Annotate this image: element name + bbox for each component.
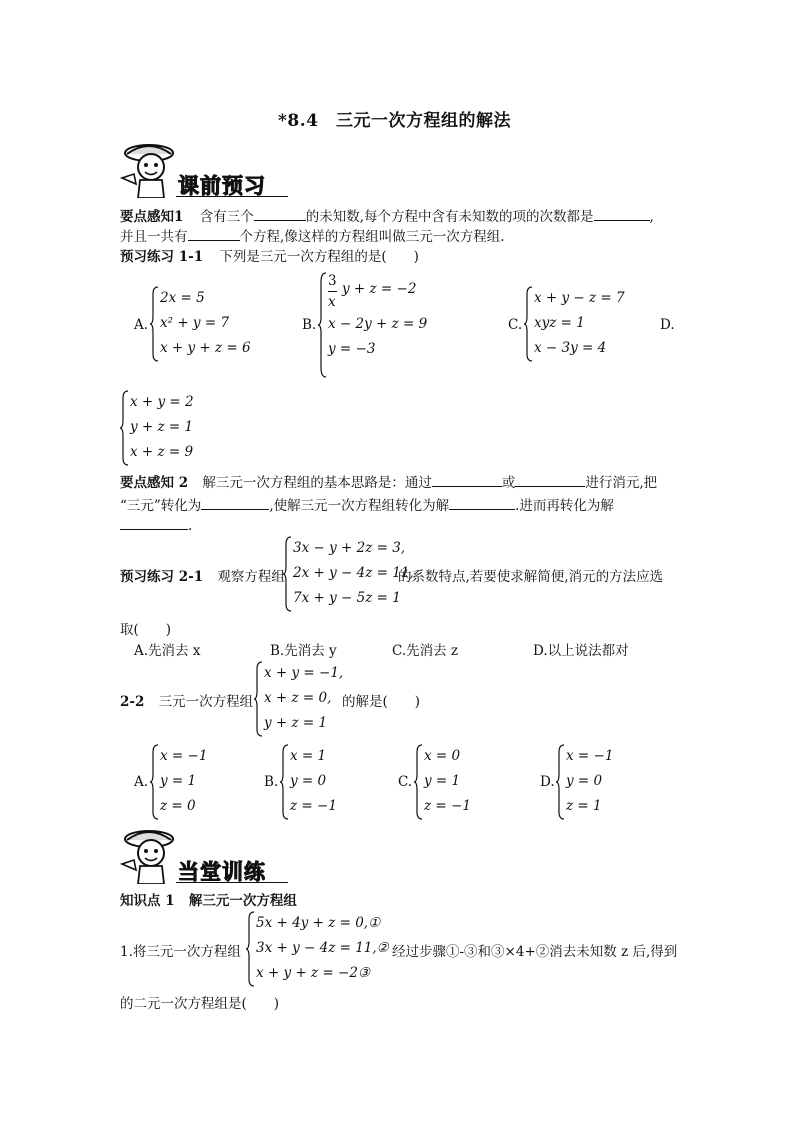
kd1-line [120,889,297,909]
equation-row: 7x + y − 5z = 1 [293,590,401,606]
equation-row: z = −1 [424,798,471,814]
blank [188,228,240,241]
equation-row: 2x = 5 [160,290,205,306]
ex11-option-a-letter: A. [134,317,149,333]
blank [432,474,502,487]
left-brace-icon [318,272,328,378]
ex21-post: 的系数特点,若要使求解简便,消元的方法应选 [398,569,664,585]
q1-system [246,911,389,987]
equation-row: y = 1 [160,773,197,789]
q1-cont: 的二元一次方程组是( ) [120,996,280,1012]
kp2-text-c: 进行消元,把 [585,475,658,491]
equation-row: y = 1 [424,773,461,789]
left-brace-icon [414,744,424,820]
equation-row: 5x + 4y + z = 0,① [256,915,381,931]
ex22-pre: 三元一次方程组 [158,694,254,710]
equation-row: y + z = 1 [264,715,328,731]
ex22-post: 的解是( ) [342,694,421,710]
equation-row: y + z = −2 [342,281,417,297]
ex11-line [120,245,419,265]
ex21-label-line [120,565,285,585]
ex11-label: 预习练习 1-1 [120,249,204,265]
equation-row: x² + y = 7 [160,315,230,331]
ex21-label: 预习练习 2-1 [120,569,204,585]
blank [594,208,650,221]
banner-preview [118,140,290,198]
kp1-line2 [120,225,505,245]
blank [515,474,585,487]
kp2-text-b: 或 [501,475,516,491]
fraction-bar [328,291,337,292]
blank [201,497,269,510]
equation-row: z = 0 [160,798,196,814]
q1-post: 经过步骤①-③和③×4+②消去未知数 z 后,得到 [392,944,678,960]
equation-row: x + z = 0, [264,690,332,706]
ex11-option-c-letter: C. [508,317,523,333]
equation-row: x = −1 [566,748,614,764]
banner-underline [176,882,288,883]
ex11-text: 下列是三元一次方程组的是( ) [219,249,419,265]
kp2-line1 [120,471,657,491]
equation-row: z = 1 [566,798,602,814]
blank [120,517,188,530]
equation-row: x + y = −1, [264,665,344,681]
equation-row: x − 3y = 4 [534,340,607,356]
banner-preview-label: 课前预习 [178,174,266,198]
kp1-line1 [120,205,654,225]
left-brace-icon [120,390,130,466]
blank [449,497,515,510]
equation-row: x + y + z = −2③ [256,965,371,981]
ex22-option-d-system [556,744,626,820]
left-brace-icon [524,286,534,362]
ex21-option-b: B.先消去 y [270,643,337,659]
equation-row: 3x + y − 4z = 11,② [256,940,389,956]
equation-row: 3x − y + 2z = 3, [293,540,406,556]
equation-row: y = 0 [290,773,327,789]
kd1-text: 解三元一次方程组 [188,893,297,909]
ex22-option-b-system [280,744,350,820]
ex21-option-d: D.以上说法都对 [533,643,629,659]
equation-row: x + y + z = 6 [160,340,251,356]
cartoon-boy-icon [118,826,180,884]
page-title: *8.4 三元一次方程组的解法 [278,111,511,131]
ex11-option-b-system [318,272,438,378]
equation-row: x = −1 [160,748,208,764]
kp2-text-d: “三元”转化为 [120,498,202,514]
equation-row: y + z = 1 [130,419,194,435]
ex22-option-c-letter: C. [398,774,413,790]
equation-row: x + z = 9 [130,444,194,460]
kp2-label: 要点感知 2 [120,475,189,491]
equation-row: z = −1 [290,798,337,814]
kp1-label: 要点感知1 [120,209,184,225]
ex22-option-a-letter: A. [134,774,149,790]
left-brace-icon [150,744,160,820]
kd1-label: 知识点 1 [120,893,175,909]
ex21-cont: 取( ) [120,622,172,638]
ex22-system [254,661,344,737]
equation-row: y = −3 [328,341,376,357]
equation-row: x = 0 [424,748,461,764]
ex21-option-a: A.先消去 x [134,643,201,659]
cartoon-boy-icon [118,140,180,198]
ex11-option-d-letter: D. [660,317,675,333]
ex22-option-d-letter: D. [540,774,555,790]
banner-underline [176,196,288,197]
equation-row: x − 2y + z = 9 [328,316,428,332]
equation-row: x + y = 2 [130,394,194,410]
banner-classwork-label: 当堂训练 [178,860,266,884]
kp1-text-d: 并且一共有 [120,229,188,245]
kp2-text-e: ,使解三元一次方程组转化为解 [269,498,450,514]
equation-row: y = 0 [566,773,603,789]
kp2-text-a: 解三元一次方程组的基本思路是：通过 [202,475,432,491]
kp1-text-e: 个方程,像这样的方程组叫做三元一次方程组. [239,229,505,245]
ex22-option-c-system [414,744,484,820]
equation-row: x + y − z = 7 [534,290,625,306]
ex11-option-b-letter: B. [302,317,317,333]
q1-pre: 1.将三元一次方程组 [120,944,241,960]
kp2-line3 [120,517,192,534]
ex11-option-a-system [150,286,260,362]
kp2-line2 [120,494,614,514]
left-brace-icon [150,286,160,362]
ex11-option-d-system [120,390,210,466]
equation-row: 2x + y − 4z = 11, [293,565,414,581]
banner-classwork [118,826,290,884]
kp2-text-g: . [188,518,193,534]
kp1-text-a: 含有三个 [199,209,254,225]
kp2-text-f: .进而再转化为解 [515,498,614,514]
left-brace-icon [283,536,293,612]
left-brace-icon [556,744,566,820]
left-brace-icon [280,744,290,820]
ex21-system [283,536,414,612]
blank [254,208,306,221]
ex22-option-a-system [150,744,220,820]
ex22-option-b-letter: B. [264,774,279,790]
kp1-text-b: 的未知数,每个方程中含有未知数的项的次数都是 [305,209,594,225]
kp1-text-c: , [649,209,654,225]
ex21-pre: 观察方程组 [217,569,285,585]
equation-row: xyz = 1 [534,315,585,331]
fraction-numerator: 3 [328,273,337,289]
fraction-denominator: x [328,294,336,310]
left-brace-icon [246,911,256,987]
ex21-option-c: C.先消去 z [392,643,459,659]
equation-row: x = 1 [290,748,327,764]
ex11-option-c-system [524,286,634,362]
ex22-label-line [120,690,253,710]
ex22-label: 2-2 [120,694,145,710]
left-brace-icon [254,661,264,737]
